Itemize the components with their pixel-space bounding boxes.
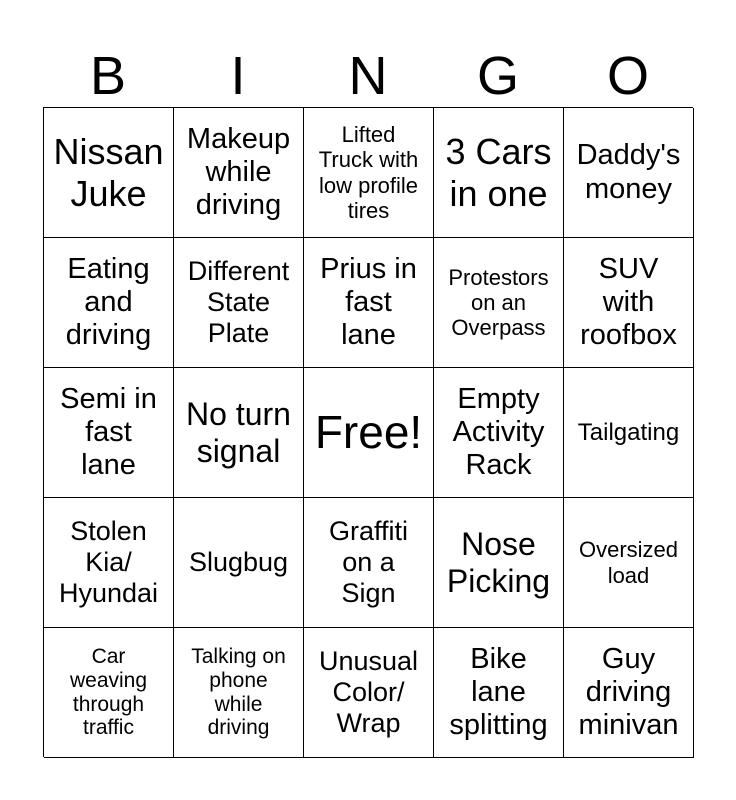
cell-text: Semi in fast lane: [60, 382, 157, 482]
bingo-cell[interactable]: [174, 628, 304, 758]
header-letter-b: B: [89, 46, 127, 106]
cell-text: Oversized load: [578, 537, 679, 588]
cell-text: Empty Activity Rack: [452, 382, 545, 482]
bingo-cell[interactable]: [434, 108, 564, 238]
bingo-cell[interactable]: [564, 628, 694, 758]
bingo-header: [43, 44, 693, 108]
bingo-cell[interactable]: [564, 498, 694, 628]
cell-text: SUV with roofbox: [580, 252, 677, 352]
cell-text: Bike lane splitting: [449, 642, 548, 742]
bingo-cell[interactable]: [564, 368, 694, 498]
cell-text: Tailgating: [577, 418, 680, 446]
cell-text: No turn signal: [186, 396, 291, 469]
cell-text: Talking on phone while driving: [191, 644, 286, 740]
cell-text: Prius in fast lane: [320, 252, 417, 352]
bingo-cell[interactable]: [434, 628, 564, 758]
cell-text: Eating and driving: [65, 252, 152, 352]
bingo-cell[interactable]: [44, 368, 174, 498]
bingo-cell[interactable]: [304, 628, 434, 758]
header-letter-n: N: [348, 46, 388, 106]
cell-text: Nose Picking: [446, 526, 551, 599]
cell-text: 3 Cars in one: [445, 131, 552, 214]
bingo-cell[interactable]: [174, 498, 304, 628]
header-letter-g: G: [476, 46, 519, 106]
bingo-cell[interactable]: [174, 238, 304, 368]
cell-text: Stolen Kia/ Hyundai: [58, 516, 159, 608]
bingo-cell[interactable]: [44, 498, 174, 628]
bingo-cell[interactable]: [564, 108, 694, 238]
bingo-cell[interactable]: [434, 368, 564, 498]
bingo-cell[interactable]: [304, 238, 434, 368]
cell-text: Daddy's money: [576, 139, 681, 205]
cell-text: Unusual Color/ Wrap: [318, 646, 419, 738]
header-letter-i: I: [230, 46, 246, 106]
bingo-cell[interactable]: [304, 498, 434, 628]
cell-text: Graffiti on a Sign: [328, 516, 409, 608]
cell-text: Guy driving minivan: [578, 642, 679, 742]
cell-text: Car weaving through traffic: [69, 644, 148, 740]
cell-text: Protestors on an Overpass: [448, 264, 549, 341]
bingo-cell[interactable]: [174, 368, 304, 498]
bingo-cell[interactable]: [44, 628, 174, 758]
cell-text: Slugbug: [188, 547, 289, 578]
cell-text: Makeup while driving: [186, 122, 291, 222]
bingo-cell[interactable]: [434, 498, 564, 628]
bingo-cell[interactable]: [174, 108, 304, 238]
bingo-cell[interactable]: [44, 108, 174, 238]
bingo-cell[interactable]: [44, 238, 174, 368]
header-letter-o: O: [606, 46, 649, 106]
cell-text: Free!: [314, 406, 423, 459]
cell-text: Lifted Truck with low profile tires: [318, 122, 419, 223]
bingo-cell-free[interactable]: [304, 368, 434, 498]
bingo-cell[interactable]: [304, 108, 434, 238]
bingo-cell[interactable]: [434, 238, 564, 368]
cell-text: Different State Plate: [187, 256, 290, 348]
cell-text: Nissan Juke: [53, 131, 164, 214]
bingo-card: [43, 107, 693, 757]
bingo-cell[interactable]: [564, 238, 694, 368]
